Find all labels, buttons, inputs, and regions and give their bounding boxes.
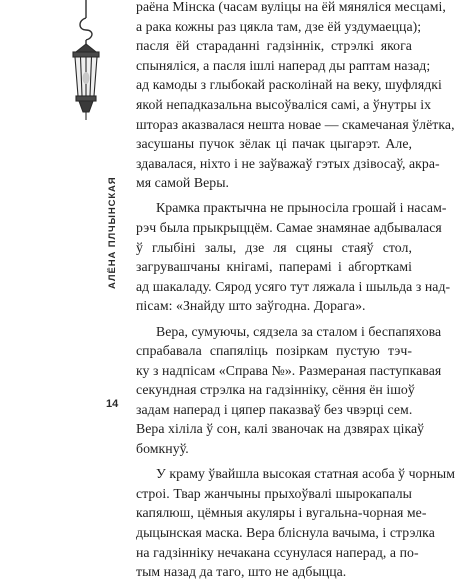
paragraph-3	[136, 322, 442, 459]
text-line: раёна Мінска (часам вуліцы на ёй мяняліся месцамі,	[136, 0, 446, 14]
main-text	[136, 0, 455, 582]
text-line: Вера, сумуючы, сядзела за сталом і беспапяхова	[156, 323, 442, 339]
text-line: якой непадказальна высоўваліся самі, а ўнутры іх	[136, 96, 432, 112]
text-line: а рака кожны раз цякла там, дзе ёй уздумаецца);	[136, 18, 422, 34]
text-line: на гадзінніку нечакана ссунулася наперад, а по-	[136, 544, 419, 560]
text-line: секундная стрэлка на гадзінніку, сёння ён ішоў	[136, 382, 415, 398]
text-line: задам наперад і цяпер паказваў без чвэрці сем.	[136, 401, 413, 417]
hanging-lantern-illustration	[58, 0, 114, 122]
text-line: засушаны пучок зёлак ці пачак цыгарэт. Але,	[136, 136, 412, 152]
page-number: 14	[106, 398, 119, 410]
text-line: мя самой Веры.	[136, 175, 230, 191]
text-line: дыцынская маска. Вера бліснула вачыма, і стрэлка	[136, 524, 435, 540]
text-line: штораз аказвалася нешта новае — скамечаная ўлётка,	[136, 116, 455, 132]
paragraph-2	[136, 198, 451, 316]
text-line: загрувашчаны кнігамі, паперамі і абгорткамі	[136, 259, 412, 275]
text-line: ку з надпісам «Справа №». Размераная паступкавая	[136, 362, 442, 378]
lantern-hook-icon	[80, 0, 92, 44]
text-line: бомкнуў.	[136, 441, 189, 457]
text-line: спыняліся, а пасля ішлі наперад ды раптам назад;	[136, 57, 431, 73]
text-line: пісам: «Знайду што заўгодна. Дорага».	[136, 298, 366, 314]
text-line: рэч была прыкрыццём. Самае знамянае адбывалася	[136, 220, 442, 236]
text-line: У краму ўвайшла высокая статная асоба ў чорным	[156, 466, 455, 482]
text-line: Крамка практычна не прыносіла грошай і насам-	[156, 200, 447, 216]
text-line: здавалася, ніхто і не заўважаў гэтых дзівосаў, акра-	[136, 155, 440, 171]
lantern-icon	[73, 44, 99, 120]
text-line: капялюш, цёмныя акуляры і вугальна-чорная ме-	[136, 505, 427, 521]
text-line: ад шакаладу. Сярод усяго тут ляжала і шыльда з над-	[136, 278, 451, 294]
text-line: пасля ёй стараданні гадзіннік, стрэлкі якога	[136, 38, 412, 54]
text-line: Вера хіліла ў сон, калі званочак на дзвярах цікаў	[136, 421, 425, 437]
text-line: ў глыбіні залы, дзе ля сцяны стаяў стол,	[136, 239, 412, 255]
text-line: ад камоды з глыбокай расколінай на веку, шуфлядкі	[136, 77, 442, 93]
text-line: тым назад да таго, што не адбыцца.	[136, 564, 347, 580]
text-line: строі. Твар жанчыны прыхоўвалі шырокапалы	[136, 485, 412, 501]
paragraph-4	[136, 464, 455, 582]
paragraph-1	[136, 0, 455, 193]
text-line: спрабавала спапяліць позіркам пустую тэч-	[136, 343, 412, 359]
author-running-head: АЛЁНА ПЛЧЫНСКАЯ	[107, 176, 118, 290]
